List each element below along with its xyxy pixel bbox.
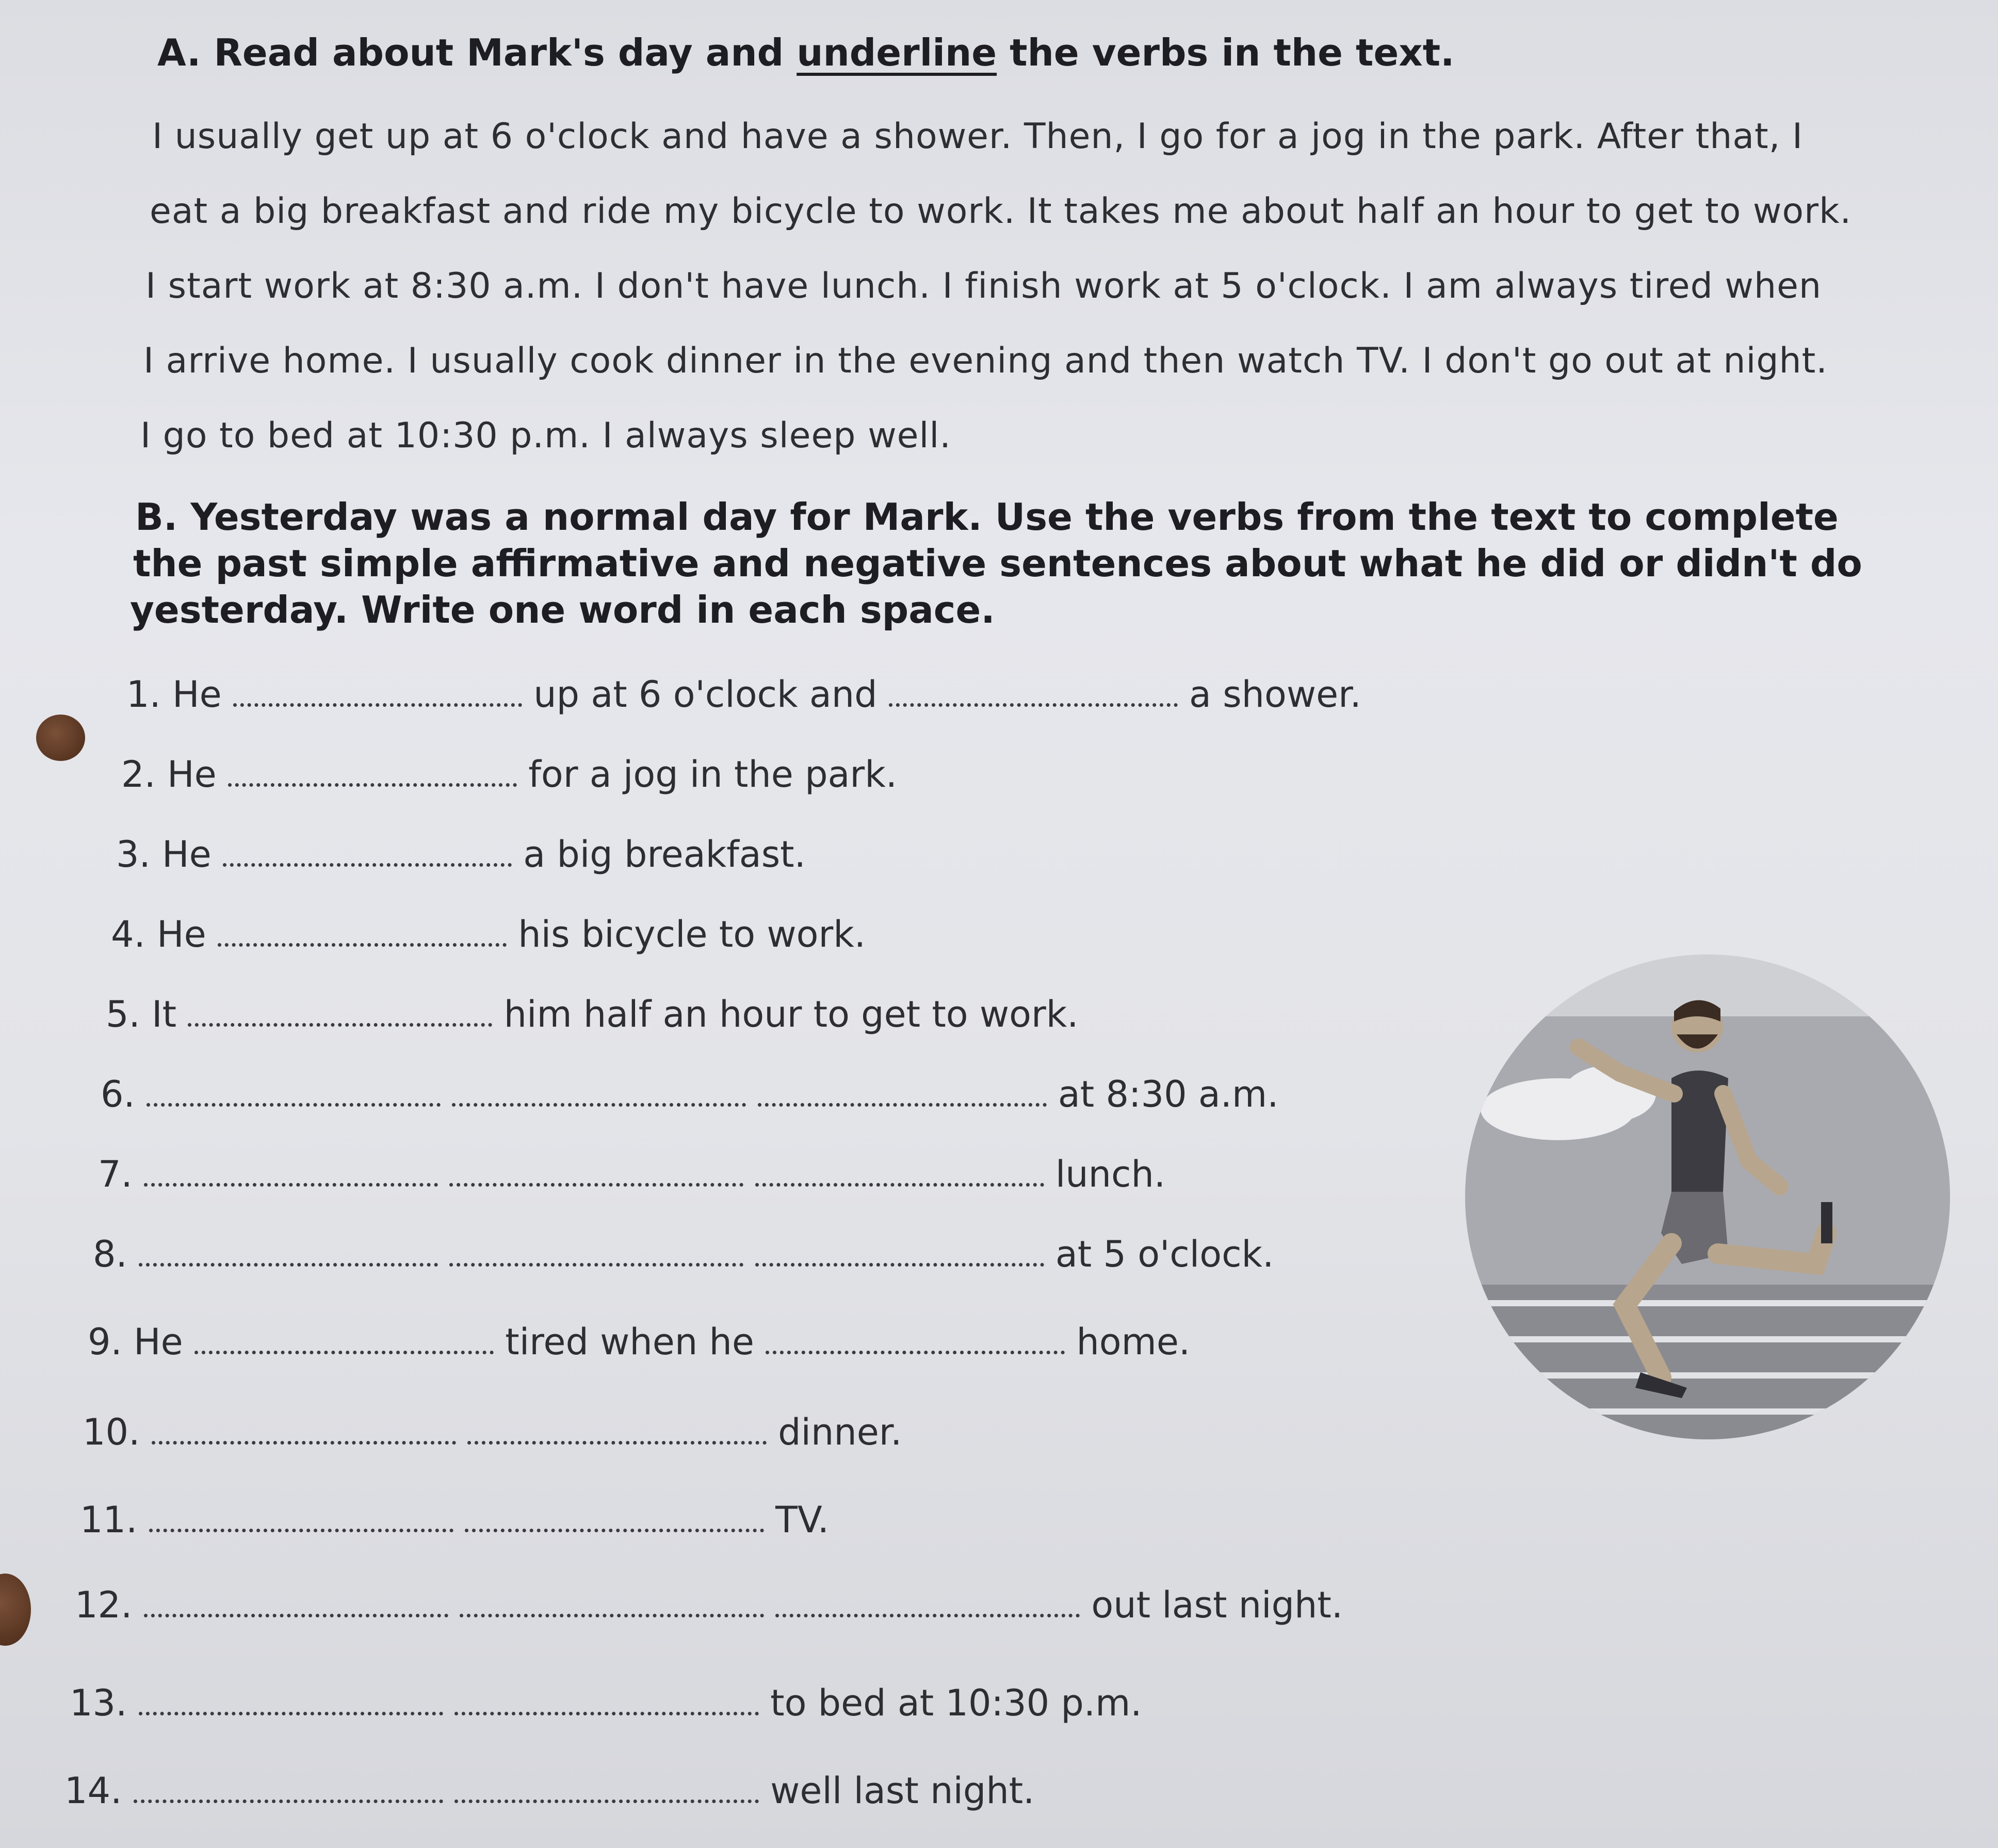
answer-blank[interactable]	[758, 1103, 1047, 1107]
exercise-item-4: 4. He his bicycle to work.	[111, 913, 866, 955]
answer-blank[interactable]	[188, 1023, 492, 1027]
answer-blank[interactable]	[139, 1263, 438, 1267]
paragraph-line-4: I arrive home. I usually cook dinner in the evening and then watch TV. I don't go out at night.	[143, 341, 1828, 381]
exercise-item-6: 6. at 8:30 a.m.	[101, 1073, 1279, 1115]
exercise-item-8: 8. at 5 o'clock.	[93, 1233, 1274, 1275]
answer-blank[interactable]	[766, 1351, 1065, 1354]
exercise-item-3: 3. He a big breakfast.	[116, 833, 806, 876]
exercise-item-10: 10. dinner.	[83, 1411, 902, 1453]
answer-blank[interactable]	[134, 1800, 443, 1803]
answer-blank[interactable]	[223, 863, 512, 867]
exercise-item-11: 11. TV.	[80, 1499, 829, 1541]
answer-blank[interactable]	[194, 1351, 494, 1354]
answer-blank[interactable]	[454, 1800, 759, 1803]
exercise-item-14: 14. well last night.	[64, 1770, 1035, 1812]
answer-blank[interactable]	[149, 1529, 453, 1532]
answer-blank[interactable]	[144, 1183, 438, 1187]
underline-word: underline	[797, 31, 997, 74]
exercise-item-1: 1. He up at 6 o'clock and a shower.	[126, 673, 1361, 716]
exercise-item-2: 2. He for a jog in the park.	[121, 753, 897, 796]
answer-blank[interactable]	[228, 783, 517, 787]
section-b-heading-line-3: yesterday. Write one word in each space.	[130, 588, 995, 631]
exercise-item-12: 12. out last night.	[75, 1584, 1343, 1626]
answer-blank[interactable]	[139, 1712, 443, 1715]
answer-blank[interactable]	[755, 1263, 1044, 1267]
answer-blank[interactable]	[449, 1183, 743, 1187]
answer-blank[interactable]	[233, 703, 522, 707]
answer-blank[interactable]	[467, 1441, 767, 1445]
answer-blank[interactable]	[465, 1529, 764, 1532]
exercise-item-13: 13. to bed at 10:30 p.m.	[70, 1682, 1142, 1724]
exercise-item-7: 7. lunch.	[98, 1153, 1166, 1195]
answer-blank[interactable]	[889, 703, 1178, 707]
section-b-heading-line-2: the past simple affirmative and negative sentences about what he did or didn't do	[133, 542, 1862, 585]
answer-blank[interactable]	[775, 1614, 1080, 1617]
answer-blank[interactable]	[152, 1441, 456, 1445]
punch-hole-bottom	[0, 1574, 31, 1646]
exercise-item-9: 9. He tired when he home.	[88, 1321, 1191, 1363]
punch-hole-top	[36, 715, 85, 761]
paragraph-line-3: I start work at 8:30 a.m. I don't have lunch. I finish work at 5 o'clock. I am always tired when	[145, 266, 1822, 306]
answer-blank[interactable]	[755, 1183, 1044, 1187]
answer-blank[interactable]	[452, 1103, 746, 1107]
answer-blank[interactable]	[147, 1103, 441, 1107]
answer-blank[interactable]	[449, 1263, 743, 1267]
runner-illustration-icon	[1455, 944, 1960, 1450]
answer-blank[interactable]	[218, 943, 507, 947]
answer-blank[interactable]	[144, 1614, 448, 1617]
answer-blank[interactable]	[454, 1712, 759, 1715]
exercise-item-5: 5. It him half an hour to get to work.	[106, 993, 1079, 1035]
section-b-heading-line-1: B. Yesterday was a normal day for Mark. Use the verbs from the text to complete	[135, 495, 1839, 539]
section-a-heading: A. Read about Mark's day and underline the verbs in the text.	[157, 31, 1455, 74]
answer-blank[interactable]	[460, 1614, 764, 1617]
paragraph-line-2: eat a big breakfast and ride my bicycle to work. It takes me about half an hour to get to work.	[150, 191, 1852, 232]
paragraph-line-5: I go to bed at 10:30 p.m. I always sleep well.	[140, 415, 951, 456]
paragraph-line-1: I usually get up at 6 o'clock and have a shower. Then, I go for a jog in the park. After that, I	[152, 116, 1803, 157]
